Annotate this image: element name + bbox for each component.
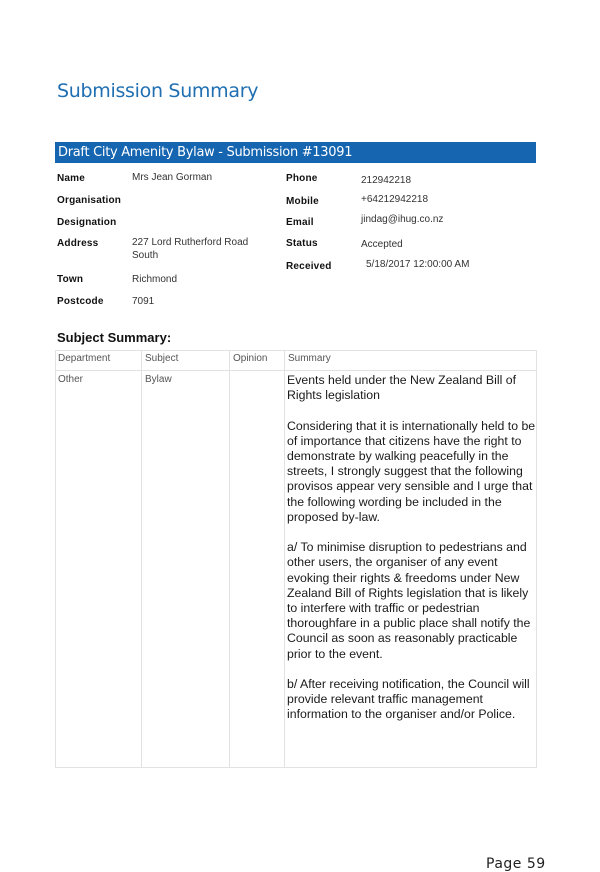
phone-label: Phone xyxy=(286,173,318,184)
page-title: Submission Summary xyxy=(57,80,259,102)
town-value: Richmond xyxy=(132,274,178,285)
mobile-label: Mobile xyxy=(286,196,319,207)
designation-label: Designation xyxy=(57,217,117,228)
cell-department: Other xyxy=(58,374,84,385)
organisation-label: Organisation xyxy=(57,195,122,206)
column-header-subject: Subject xyxy=(145,353,179,364)
address-value: 227 Lord Rutherford Road xyxy=(132,237,249,248)
address-label: Address xyxy=(57,238,99,249)
cell-summary xyxy=(287,373,537,738)
name-value: Mrs Jean Gorman xyxy=(132,172,213,183)
mobile-value: +64212942218 xyxy=(361,194,429,205)
summary-paragraph: a/ To minimise disruption to pedestrians and other users, the organiser of any event evoking their rights & freedoms under New Zealand Bill of Rights legislation that is likely to interfere with traffic or pedestrian thoroughfare in a public place shall notify the Council as soon as reasonably practicable prior to the event. xyxy=(287,540,531,661)
summary-paragraph: b/ After receiving notification, the Council will provide relevant traffic management information to the organiser and/or Police. xyxy=(287,677,530,722)
column-header-opinion: Opinion xyxy=(233,353,268,364)
column-header-department: Department xyxy=(58,353,111,364)
town-label: Town xyxy=(57,274,84,285)
submission-banner: Draft City Amenity Bylaw - Submission #13091 xyxy=(55,142,536,163)
status-label: Status xyxy=(286,238,318,249)
table-divider xyxy=(229,350,230,768)
phone-value: 212942218 xyxy=(361,175,412,186)
status-value: Accepted xyxy=(361,239,403,250)
column-header-summary: Summary xyxy=(288,353,331,364)
cell-subject: Bylaw xyxy=(145,374,172,385)
table-divider xyxy=(141,350,142,768)
table-header-divider xyxy=(55,370,537,371)
email-value: jindag@ihug.co.nz xyxy=(361,214,444,225)
summary-paragraph: Events held under the New Zealand Bill of Rights legislation xyxy=(287,373,516,403)
email-label: Email xyxy=(286,217,314,228)
postcode-value: 7091 xyxy=(132,296,155,307)
name-label: Name xyxy=(57,173,86,184)
received-label: Received xyxy=(286,261,332,272)
table-divider xyxy=(284,350,285,768)
summary-paragraph: Considering that it is internationally held to be of importance that citizens have the right to demonstrate by walking peacefully in the streets, I strongly suggest that the following provisos appear very sensible and I urge that the following wording be included in the proposed by-law. xyxy=(287,418,536,524)
page-number: Page 59 xyxy=(486,856,546,872)
postcode-label: Postcode xyxy=(57,296,104,307)
subject-summary-heading: Subject Summary: xyxy=(57,330,172,345)
address-value-line2: South xyxy=(132,250,159,261)
received-value: 5/18/2017 12:00:00 AM xyxy=(366,259,470,270)
